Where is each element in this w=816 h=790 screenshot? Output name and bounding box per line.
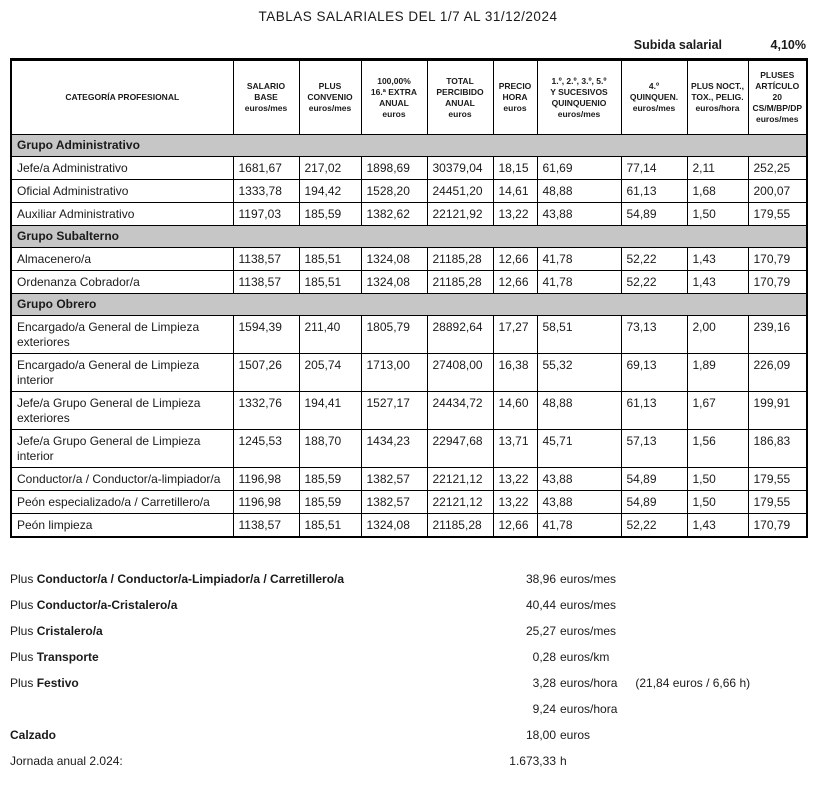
group-row (11, 294, 807, 316)
value-cell-plus-convenio: 185,59 (299, 468, 361, 491)
value-cell-plus-noct-tox-pelig: 1,43 (687, 248, 748, 271)
table-row (11, 430, 807, 468)
page-title: TABLAS SALARIALES DEL 1/7 AL 31/12/2024 (258, 9, 558, 24)
value-cell-plus-noct-tox-pelig: 1,68 (687, 180, 748, 203)
value-cell-salario-base: 1507,26 (233, 354, 299, 392)
plus-amount: 25,27 (525, 624, 556, 638)
value-cell-pluses-articulo-20: 200,07 (748, 180, 807, 203)
value-cell-salario-base: 1138,57 (233, 248, 299, 271)
value-cell-plus-convenio: 185,51 (299, 248, 361, 271)
plus-unit: euros/hora (560, 676, 618, 690)
value-cell-extra-anual: 1382,57 (361, 468, 427, 491)
value-cell-extra-anual: 1382,62 (361, 203, 427, 226)
value-cell-total-percibido-anual: 22947,68 (427, 430, 493, 468)
salary-table-header (11, 60, 807, 135)
value-cell-pluses-articulo-20: 170,79 (748, 248, 807, 271)
table-row (11, 271, 807, 294)
category-cell: Almacenero/a (11, 248, 233, 271)
table-row (11, 203, 807, 226)
table-row (11, 248, 807, 271)
plus-amount: 3,28 (532, 676, 556, 690)
plus-label: Plus Conductor/a / Conductor/a-Limpiador/a / Carretillero/a (10, 572, 345, 586)
value-cell-quinquenios-1-2-3-5: 48,88 (537, 392, 621, 430)
value-cell-total-percibido-anual: 22121,12 (427, 491, 493, 514)
plus-unit: h (560, 754, 567, 768)
plus-label: Jornada anual 2.024: (10, 754, 123, 768)
value-cell-precio-hora: 12,66 (493, 271, 537, 294)
value-cell-pluses-articulo-20: 179,55 (748, 491, 807, 514)
value-cell-precio-hora: 14,60 (493, 392, 537, 430)
plus-unit: euros/km (560, 650, 610, 664)
plus-line (10, 748, 806, 774)
plus-label: Plus Festivo (10, 676, 79, 690)
value-cell-quinquenio-4: 77,14 (621, 157, 687, 180)
plus-line (10, 722, 806, 748)
category-cell: Jefe/a Grupo General de Limpieza interior (11, 430, 233, 468)
value-cell-quinquenio-4: 69,13 (621, 354, 687, 392)
plus-unit: euros/hora (560, 702, 618, 716)
value-cell-extra-anual: 1434,23 (361, 430, 427, 468)
group-header-cell: Grupo Subalterno (11, 226, 807, 248)
plus-line (10, 618, 806, 644)
value-cell-precio-hora: 18,15 (493, 157, 537, 180)
value-cell-extra-anual: 1898,69 (361, 157, 427, 180)
value-cell-salario-base: 1138,57 (233, 271, 299, 294)
value-cell-salario-base: 1333,78 (233, 180, 299, 203)
value-cell-extra-anual: 1324,08 (361, 271, 427, 294)
value-cell-quinquenios-1-2-3-5: 43,88 (537, 203, 621, 226)
value-cell-pluses-articulo-20: 179,55 (748, 468, 807, 491)
value-cell-total-percibido-anual: 21185,28 (427, 271, 493, 294)
table-row (11, 316, 807, 354)
column-header-extra-anual: 100,00% 16.ª EXTRA ANUAL euros (361, 60, 427, 135)
value-cell-quinquenios-1-2-3-5: 45,71 (537, 430, 621, 468)
value-cell-plus-convenio: 185,51 (299, 271, 361, 294)
value-cell-salario-base: 1196,98 (233, 491, 299, 514)
plus-amount: 0,28 (532, 650, 556, 664)
value-cell-precio-hora: 16,38 (493, 354, 537, 392)
group-header-cell: Grupo Obrero (11, 294, 807, 316)
value-cell-total-percibido-anual: 27408,00 (427, 354, 493, 392)
subida-salarial-value: 4,10% (770, 38, 806, 52)
category-cell: Ordenanza Cobrador/a (11, 271, 233, 294)
value-cell-extra-anual: 1527,17 (361, 392, 427, 430)
value-cell-quinquenios-1-2-3-5: 41,78 (537, 514, 621, 538)
value-cell-plus-convenio: 185,51 (299, 514, 361, 538)
plus-amount: 1.673,33 (509, 754, 556, 768)
value-cell-plus-convenio: 194,41 (299, 392, 361, 430)
value-cell-plus-convenio: 205,74 (299, 354, 361, 392)
table-row (11, 354, 807, 392)
category-cell: Peón especializado/a / Carretillero/a (11, 491, 233, 514)
value-cell-extra-anual: 1324,08 (361, 514, 427, 538)
plus-line (10, 566, 806, 592)
value-cell-quinquenios-1-2-3-5: 43,88 (537, 491, 621, 514)
group-row (11, 135, 807, 157)
plus-label: Plus Transporte (10, 650, 99, 664)
value-cell-total-percibido-anual: 28892,64 (427, 316, 493, 354)
value-cell-plus-noct-tox-pelig: 1,89 (687, 354, 748, 392)
value-cell-salario-base: 1245,53 (233, 430, 299, 468)
value-cell-plus-convenio: 217,02 (299, 157, 361, 180)
salary-table-body (11, 135, 807, 538)
group-row (11, 226, 807, 248)
value-cell-quinquenio-4: 52,22 (621, 271, 687, 294)
plus-line (10, 670, 806, 696)
plus-unit: euros/mes (560, 598, 617, 612)
value-cell-extra-anual: 1805,79 (361, 316, 427, 354)
value-cell-quinquenio-4: 73,13 (621, 316, 687, 354)
value-cell-plus-noct-tox-pelig: 1,50 (687, 203, 748, 226)
value-cell-extra-anual: 1324,08 (361, 248, 427, 271)
value-cell-quinquenios-1-2-3-5: 41,78 (537, 248, 621, 271)
value-cell-total-percibido-anual: 21185,28 (427, 514, 493, 538)
value-cell-precio-hora: 13,22 (493, 491, 537, 514)
value-cell-plus-convenio: 194,42 (299, 180, 361, 203)
table-row (11, 392, 807, 430)
value-cell-salario-base: 1332,76 (233, 392, 299, 430)
plus-value (486, 592, 616, 618)
group-header-cell: Grupo Administrativo (11, 135, 807, 157)
value-cell-precio-hora: 13,71 (493, 430, 537, 468)
value-cell-precio-hora: 12,66 (493, 248, 537, 271)
value-cell-quinquenios-1-2-3-5: 61,69 (537, 157, 621, 180)
value-cell-quinquenio-4: 54,89 (621, 203, 687, 226)
column-header-pluses-articulo-20: PLUSES ARTÍCULO 20 CS/M/BP/DP euros/mes (748, 60, 807, 135)
plus-label: Plus Cristalero/a (10, 624, 103, 638)
value-cell-pluses-articulo-20: 252,25 (748, 157, 807, 180)
value-cell-pluses-articulo-20: 179,55 (748, 203, 807, 226)
value-cell-precio-hora: 17,27 (493, 316, 537, 354)
value-cell-plus-convenio: 185,59 (299, 203, 361, 226)
category-cell: Conductor/a / Conductor/a-limpiador/a (11, 468, 233, 491)
value-cell-quinquenio-4: 57,13 (621, 430, 687, 468)
value-cell-plus-convenio: 188,70 (299, 430, 361, 468)
value-cell-plus-noct-tox-pelig: 1,43 (687, 514, 748, 538)
category-cell: Auxiliar Administrativo (11, 203, 233, 226)
plus-value (486, 696, 617, 722)
category-cell: Jefe/a Administrativo (11, 157, 233, 180)
category-cell: Jefe/a Grupo General de Limpieza exteriores (11, 392, 233, 430)
plus-value (486, 670, 750, 696)
value-cell-extra-anual: 1382,57 (361, 491, 427, 514)
column-header-total-percibido-anual: TOTAL PERCIBIDO ANUAL euros (427, 60, 493, 135)
column-header-categoria-profesional: CATEGORÍA PROFESIONAL (11, 60, 233, 135)
value-cell-quinquenio-4: 54,89 (621, 468, 687, 491)
value-cell-quinquenio-4: 61,13 (621, 180, 687, 203)
plus-value (486, 566, 616, 592)
column-header-plus-convenio: PLUS CONVENIO euros/mes (299, 60, 361, 135)
column-header-salario-base: SALARIO BASE euros/mes (233, 60, 299, 135)
plus-line (10, 592, 806, 618)
value-cell-plus-noct-tox-pelig: 2,11 (687, 157, 748, 180)
value-cell-plus-convenio: 211,40 (299, 316, 361, 354)
value-cell-pluses-articulo-20: 170,79 (748, 514, 807, 538)
value-cell-total-percibido-anual: 30379,04 (427, 157, 493, 180)
plus-amount: 9,24 (532, 702, 556, 716)
plus-amount: 38,96 (525, 572, 556, 586)
plus-note: (21,84 euros / 6,66 h) (635, 676, 751, 690)
value-cell-plus-noct-tox-pelig: 1,67 (687, 392, 748, 430)
value-cell-total-percibido-anual: 24434,72 (427, 392, 493, 430)
value-cell-precio-hora: 12,66 (493, 514, 537, 538)
value-cell-quinquenio-4: 52,22 (621, 248, 687, 271)
value-cell-pluses-articulo-20: 170,79 (748, 271, 807, 294)
plus-label: Calzado (10, 728, 57, 742)
plus-amount: 40,44 (525, 598, 556, 612)
value-cell-quinquenios-1-2-3-5: 55,32 (537, 354, 621, 392)
value-cell-plus-noct-tox-pelig: 1,50 (687, 468, 748, 491)
value-cell-salario-base: 1196,98 (233, 468, 299, 491)
category-cell: Encargado/a General de Limpieza interior (11, 354, 233, 392)
value-cell-total-percibido-anual: 21185,28 (427, 248, 493, 271)
value-cell-extra-anual: 1528,20 (361, 180, 427, 203)
plus-value (486, 644, 609, 670)
category-cell: Encargado/a General de Limpieza exteriores (11, 316, 233, 354)
value-cell-total-percibido-anual: 22121,92 (427, 203, 493, 226)
column-header-quinquenios-1-2-3-5: 1.º, 2.º, 3.º, 5.º Y SUCESIVOS QUINQUENIO euros/mes (537, 60, 621, 135)
subida-salarial-row (10, 38, 806, 52)
value-cell-total-percibido-anual: 22121,12 (427, 468, 493, 491)
value-cell-plus-noct-tox-pelig: 1,43 (687, 271, 748, 294)
value-cell-plus-convenio: 185,59 (299, 491, 361, 514)
value-cell-quinquenio-4: 52,22 (621, 514, 687, 538)
value-cell-quinquenios-1-2-3-5: 48,88 (537, 180, 621, 203)
value-cell-plus-noct-tox-pelig: 1,50 (687, 491, 748, 514)
value-cell-precio-hora: 14,61 (493, 180, 537, 203)
column-header-quinquenio-4: 4.º QUINQUEN. euros/mes (621, 60, 687, 135)
salary-table (10, 58, 808, 538)
value-cell-pluses-articulo-20: 239,16 (748, 316, 807, 354)
value-cell-plus-noct-tox-pelig: 1,56 (687, 430, 748, 468)
plus-value (486, 722, 590, 748)
plus-value (486, 618, 616, 644)
plus-amount: 18,00 (525, 728, 556, 742)
value-cell-extra-anual: 1713,00 (361, 354, 427, 392)
value-cell-salario-base: 1197,03 (233, 203, 299, 226)
value-cell-pluses-articulo-20: 199,91 (748, 392, 807, 430)
value-cell-salario-base: 1594,39 (233, 316, 299, 354)
table-row (11, 468, 807, 491)
subida-salarial-label: Subida salarial (633, 38, 722, 52)
plus-label: Plus Conductor/a-Cristalero/a (10, 598, 178, 612)
plus-unit: euros/mes (560, 572, 617, 586)
column-header-precio-hora: PRECIO HORA euros (493, 60, 537, 135)
value-cell-quinquenios-1-2-3-5: 58,51 (537, 316, 621, 354)
value-cell-precio-hora: 13,22 (493, 468, 537, 491)
value-cell-salario-base: 1138,57 (233, 514, 299, 538)
value-cell-precio-hora: 13,22 (493, 203, 537, 226)
pluses-section (10, 566, 806, 774)
category-cell: Peón limpieza (11, 514, 233, 538)
plus-line (10, 644, 806, 670)
table-row (11, 491, 807, 514)
table-row (11, 157, 807, 180)
value-cell-quinquenios-1-2-3-5: 43,88 (537, 468, 621, 491)
category-cell: Oficial Administrativo (11, 180, 233, 203)
plus-unit: euros/mes (560, 624, 617, 638)
header-row (11, 60, 807, 135)
value-cell-pluses-articulo-20: 186,83 (748, 430, 807, 468)
table-row (11, 514, 807, 538)
column-header-plus-noct-tox-pelig: PLUS NOCT., TOX., PELIG. euros/hora (687, 60, 748, 135)
plus-line (10, 696, 806, 722)
value-cell-total-percibido-anual: 24451,20 (427, 180, 493, 203)
plus-unit: euros (560, 728, 591, 742)
plus-value (486, 748, 567, 774)
value-cell-salario-base: 1681,67 (233, 157, 299, 180)
value-cell-pluses-articulo-20: 226,09 (748, 354, 807, 392)
value-cell-quinquenios-1-2-3-5: 41,78 (537, 271, 621, 294)
table-row (11, 180, 807, 203)
value-cell-quinquenio-4: 61,13 (621, 392, 687, 430)
value-cell-quinquenio-4: 54,89 (621, 491, 687, 514)
value-cell-plus-noct-tox-pelig: 2,00 (687, 316, 748, 354)
